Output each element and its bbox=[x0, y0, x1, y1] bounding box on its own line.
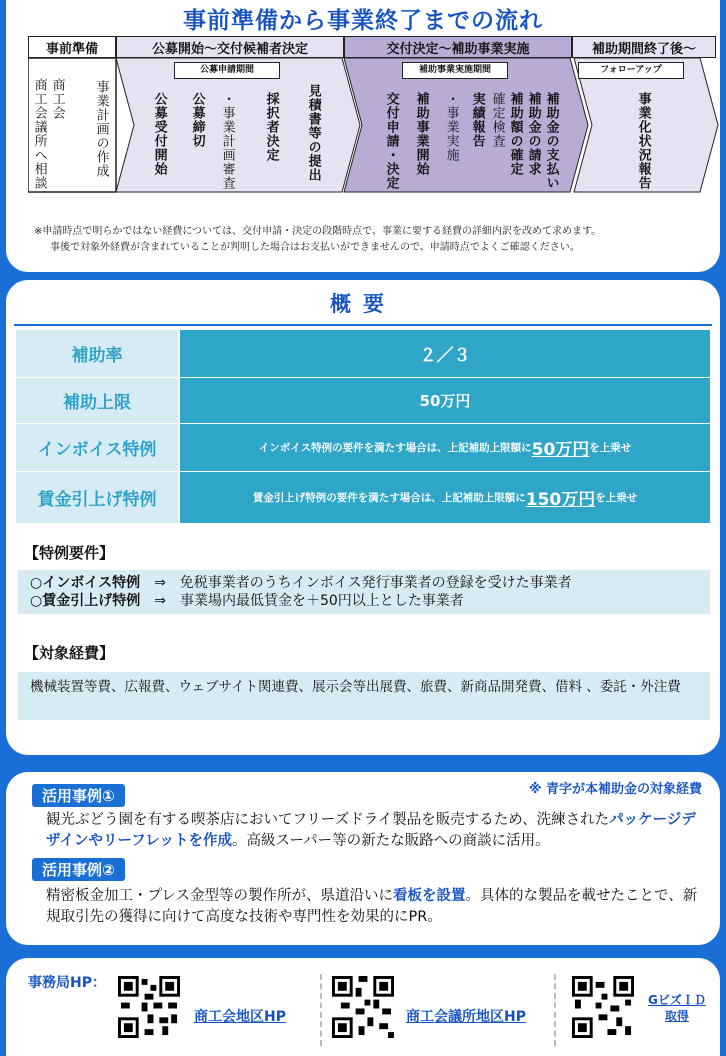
link-gbiz-line1: GビズＩＤ bbox=[648, 993, 706, 1007]
qr-code-chamber[interactable] bbox=[332, 976, 394, 1038]
cases-panel bbox=[6, 772, 720, 945]
step-start: 公募受付開始 bbox=[151, 92, 167, 176]
case-2-highlight: 看板を設置 bbox=[392, 888, 466, 904]
row-value-amount: 150万円 bbox=[525, 490, 596, 510]
step-review: ・事業計画審査 bbox=[219, 92, 235, 190]
step-status-report: 事業化状況報告 bbox=[635, 92, 651, 190]
phase-prep: 事前準備 bbox=[28, 36, 116, 58]
footer-divider bbox=[320, 974, 322, 1046]
row-value bbox=[178, 472, 710, 524]
req-box bbox=[18, 570, 710, 614]
row-wage bbox=[16, 472, 710, 524]
prep-shokokai: 商工会 bbox=[49, 78, 65, 120]
exp-text: 機械装置等費、広報費、ウェブサイト関連費、展示会等出展費、旅費、新商品開発費、借料 、委託・外注費 bbox=[18, 672, 710, 720]
qr-code-gbiz[interactable] bbox=[572, 976, 634, 1038]
prep-consult: 商工会議所へ相談 bbox=[31, 78, 47, 190]
phase-grant: 交付決定～補助事業実施 bbox=[344, 36, 572, 58]
qr-code-shokokai[interactable] bbox=[118, 976, 180, 1038]
req-1-text: ⇒ 免税事業者のうちインボイス発行事業者の登録を受けた事業者 bbox=[154, 575, 572, 591]
footer-divider bbox=[554, 974, 556, 1046]
case-1-highlight: パッケージデザインやリーフレットを作成 bbox=[46, 812, 696, 850]
step-report: 実績報告 bbox=[469, 92, 485, 148]
case-2-tag: 活用事例② bbox=[32, 858, 125, 881]
flow-panel bbox=[6, 0, 720, 272]
row-value-pre: 賃金引上げ特例の要件を満たす場合は、上記補助上限額に bbox=[252, 492, 526, 504]
period-followup: フォローアップ bbox=[578, 62, 684, 79]
row-invoice bbox=[16, 424, 710, 472]
prep-plan: 事業計画の作成 bbox=[93, 80, 109, 178]
step-estimate: 見積書等の提出 bbox=[305, 84, 321, 182]
footer-panel bbox=[6, 958, 720, 1056]
case-2-text bbox=[46, 886, 704, 928]
link-gbiz-id[interactable] bbox=[648, 992, 706, 1024]
row-value: ２／３ bbox=[178, 330, 710, 378]
step-project-run: ・事業実施 bbox=[443, 92, 459, 162]
overview-title: 概要 bbox=[330, 292, 396, 316]
overview-panel bbox=[6, 280, 720, 755]
row-value bbox=[178, 424, 710, 472]
case-1-text-b: 。高級スーパー等の新たな販路への商談に活用。 bbox=[232, 833, 550, 850]
period-application: 公募申請期間 bbox=[174, 62, 280, 79]
case-1-tag: 活用事例① bbox=[32, 784, 125, 807]
step-grant-decision: 交付申請・決定 bbox=[383, 92, 399, 190]
step-claim: 補助金の請求 bbox=[525, 92, 541, 176]
case-1-text-a: 観光ぶどう園を有する喫茶店においてフリーズドライ製品を販売するため、洗練された bbox=[46, 812, 610, 828]
step-inspection: 確定検査 bbox=[489, 92, 505, 148]
row-label: 賃金引上げ特例 bbox=[16, 472, 178, 524]
flow-note-1: ※申請時点で明らかではない経費については、交付申請・決定の段階時点で、事業に要する経費の詳細内訳を改めて求めます。 bbox=[34, 226, 602, 237]
row-value: 50万円 bbox=[178, 378, 710, 424]
hp-label: 事務局HP： bbox=[28, 975, 106, 991]
row-value-post: を上乗せ bbox=[589, 442, 632, 454]
phase-after: 補助期間終了後～ bbox=[572, 36, 716, 58]
case-2-text-a: 精密板金加工・プレス金型等の製作所が、県道沿いに bbox=[46, 888, 393, 904]
req-2-label: ○賃金引上げ特例 bbox=[30, 593, 141, 609]
link-chamber-hp[interactable]: 商工会議所地区HP bbox=[406, 1009, 526, 1025]
overview-divider bbox=[14, 324, 712, 326]
period-implementation: 補助事業実施期間 bbox=[402, 62, 508, 79]
row-value-amount: 50万円 bbox=[531, 440, 590, 460]
req-2-text: ⇒ 事業場内最低賃金を＋50円以上とした事業者 bbox=[154, 593, 464, 609]
case-2-text-b: 。具体的な製品を載せたことで、新規取引先の獲得に向けて高度な技術や専門性を効果的にPR。 bbox=[46, 888, 698, 926]
flow-note-2: 事後で対象外経費が含まれていることが判明した場合はお支払いができませんので、申請時点でよくご確認ください。 bbox=[50, 242, 580, 253]
cases-note: ※ 青字が本補助金の対象経費 bbox=[528, 782, 702, 797]
link-shokokai-hp[interactable]: 商工会地区HP bbox=[194, 1009, 286, 1025]
row-label: 補助率 bbox=[16, 330, 178, 378]
step-project-start: 補助事業開始 bbox=[413, 92, 429, 176]
row-label: 補助上限 bbox=[16, 378, 178, 424]
step-deadline: 公募締切 bbox=[189, 92, 205, 148]
req-heading: 【特例要件】 bbox=[24, 544, 115, 562]
flow-title: 事前準備から事業終了までの流れ bbox=[183, 8, 543, 34]
row-label: インボイス特例 bbox=[16, 424, 178, 472]
row-value-post: を上乗せ bbox=[595, 492, 638, 504]
case-1-text bbox=[46, 810, 704, 852]
req-1-label: ○インボイス特例 bbox=[30, 575, 141, 591]
link-gbiz-line2: 取得 bbox=[664, 1009, 689, 1023]
step-payment: 補助金の支払い bbox=[543, 92, 559, 190]
row-value-pre: インボイス特例の要件を満たす場合は、上記補助上限額に bbox=[258, 442, 532, 454]
row-rate bbox=[16, 330, 710, 378]
step-adoption: 採択者決定 bbox=[263, 92, 279, 162]
exp-heading: 【対象経費】 bbox=[24, 644, 115, 662]
phase-recruit: 公募開始～交付候補者決定 bbox=[116, 36, 344, 58]
row-limit bbox=[16, 378, 710, 424]
step-amount: 補助額の確定 bbox=[507, 92, 523, 176]
